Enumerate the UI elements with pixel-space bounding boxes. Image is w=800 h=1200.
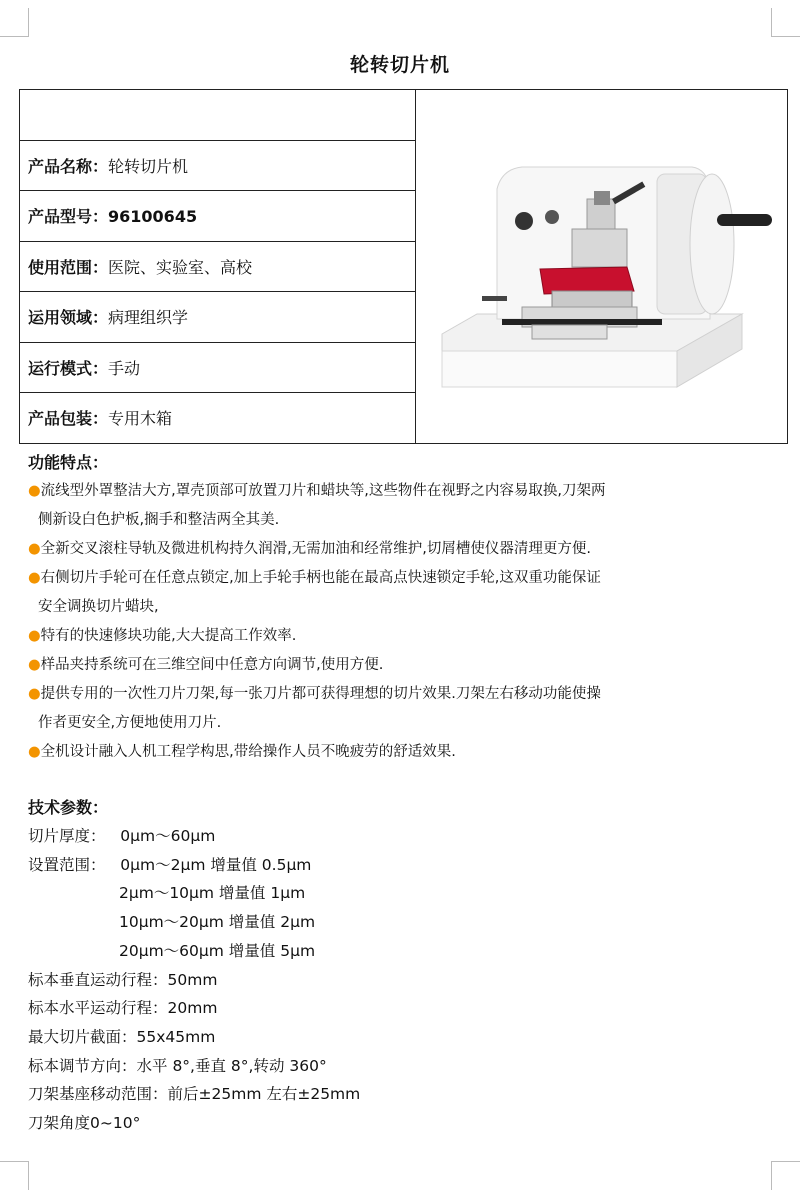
param-key: 标本调节方向：	[28, 1056, 137, 1075]
spec-label: 产品型号：	[28, 207, 109, 227]
feature-item	[28, 535, 718, 564]
spec-label: 产品包装：	[28, 409, 109, 429]
param-value: 20mm	[167, 999, 218, 1018]
bullet-icon: ●	[28, 483, 41, 499]
document-title: 轮转切片机	[349, 54, 450, 76]
feature-text: 安全调换切片蜡块,	[38, 599, 159, 615]
param-value: 0μm～60μm	[120, 827, 216, 845]
param-row	[28, 966, 360, 995]
feature-text: 流线型外罩整洁大方,罩壳顶部可放置刀片和蜡块等,这些物件在视野之内容易取换,刀架两	[40, 483, 606, 499]
spec-value: 医院、实验室、高校	[108, 257, 253, 277]
param-value: 20μm～60μm 增量值 5μm	[119, 941, 316, 960]
feature-item	[28, 651, 718, 680]
spec-label: 运用领域：	[28, 308, 109, 328]
spec-value: 专用木箱	[108, 409, 173, 429]
param-row	[28, 908, 360, 937]
param-value: 0μm～2μm 增量值 0.5μm	[120, 855, 312, 874]
param-value: 0~10°	[90, 1114, 141, 1133]
param-row	[28, 1023, 360, 1052]
feature-item	[28, 564, 718, 622]
feature-item	[28, 680, 718, 738]
bullet-icon: ●	[28, 657, 41, 673]
page-corner-mark	[0, 1161, 29, 1190]
params-list	[28, 822, 360, 1138]
spec-label: 产品名称：	[28, 156, 109, 176]
param-row	[28, 1080, 360, 1109]
feature-item	[28, 622, 718, 651]
spec-row	[20, 140, 416, 191]
bullet-icon: ●	[28, 744, 41, 760]
param-key: 刀架角度	[28, 1114, 91, 1133]
spec-row	[20, 393, 416, 444]
spec-row	[20, 342, 416, 393]
param-value: 55x45mm	[136, 1027, 216, 1046]
param-row	[28, 1109, 360, 1138]
spec-value: 96100645	[108, 207, 198, 227]
feature-text: 全新交叉滚柱导轨及微进机构持久润滑,无需加油和经常维护,切屑槽使仪器清理更方便.	[40, 541, 591, 557]
features-heading: 功能特点：	[28, 453, 109, 472]
param-row	[28, 879, 360, 908]
page-corner-mark	[771, 8, 800, 37]
param-row	[28, 937, 360, 966]
param-row	[28, 1052, 360, 1081]
param-key: 刀架基座移动范围：	[28, 1085, 168, 1104]
bullet-icon: ●	[28, 686, 41, 702]
bullet-icon: ●	[28, 628, 41, 644]
feature-text: 提供专用的一次性刀片刀架,每一张刀片都可获得理想的切片效果.刀架左右移动功能使操	[40, 686, 601, 702]
microtome-image	[422, 129, 782, 399]
spec-row-empty	[20, 90, 416, 141]
param-value: 水平 8°,垂直 8°,转动 360°	[136, 1056, 327, 1075]
page-corner-mark	[771, 1161, 800, 1190]
bullet-icon: ●	[28, 570, 41, 586]
param-row	[28, 822, 360, 851]
product-image-cell	[416, 90, 788, 444]
param-value: 前后±25mm 左右±25mm	[167, 1085, 361, 1104]
spec-value: 轮转切片机	[108, 156, 189, 176]
param-row	[28, 851, 360, 880]
features-list	[28, 477, 718, 767]
spec-label: 运行模式：	[28, 358, 109, 378]
spec-label: 使用范围：	[28, 257, 109, 277]
param-value: 10μm～20μm 增量值 2μm	[119, 913, 316, 932]
feature-text: 样品夹持系统可在三维空间中任意方向调节,使用方便.	[40, 657, 384, 673]
param-value: 50mm	[167, 970, 218, 989]
spec-row	[20, 292, 416, 343]
spec-row	[20, 191, 416, 242]
param-key: 切片厚度：	[28, 827, 106, 845]
param-row	[28, 994, 360, 1023]
feature-text: 特有的快速修块功能,大大提高工作效率.	[40, 628, 297, 644]
feature-text: 侧新设白色护板,搁手和整洁两全其美.	[38, 512, 280, 528]
spec-table	[19, 89, 788, 444]
spec-value: 病理组织学	[108, 308, 189, 328]
feature-text: 全机设计融入人机工程学构思,带给操作人员不晚疲劳的舒适效果.	[40, 744, 456, 760]
feature-text: 作者更安全,方便地使用刀片.	[38, 715, 222, 731]
spec-value: 手动	[108, 358, 141, 378]
param-value: 2μm～10μm 增量值 1μm	[119, 884, 306, 903]
bullet-icon: ●	[28, 541, 41, 557]
page-corner-mark	[0, 8, 29, 37]
param-key: 标本垂直运动行程：	[28, 970, 168, 989]
feature-item	[28, 477, 718, 535]
feature-text: 右侧切片手轮可在任意点锁定,加上手轮手柄也能在最高点快速锁定手轮,这双重功能保证	[40, 570, 601, 586]
param-key: 设置范围：	[28, 855, 106, 874]
spec-row	[20, 241, 416, 292]
feature-item	[28, 738, 718, 767]
param-key: 标本水平运动行程：	[28, 999, 168, 1018]
params-heading: 技术参数：	[28, 798, 109, 817]
param-key: 最大切片截面：	[28, 1027, 137, 1046]
